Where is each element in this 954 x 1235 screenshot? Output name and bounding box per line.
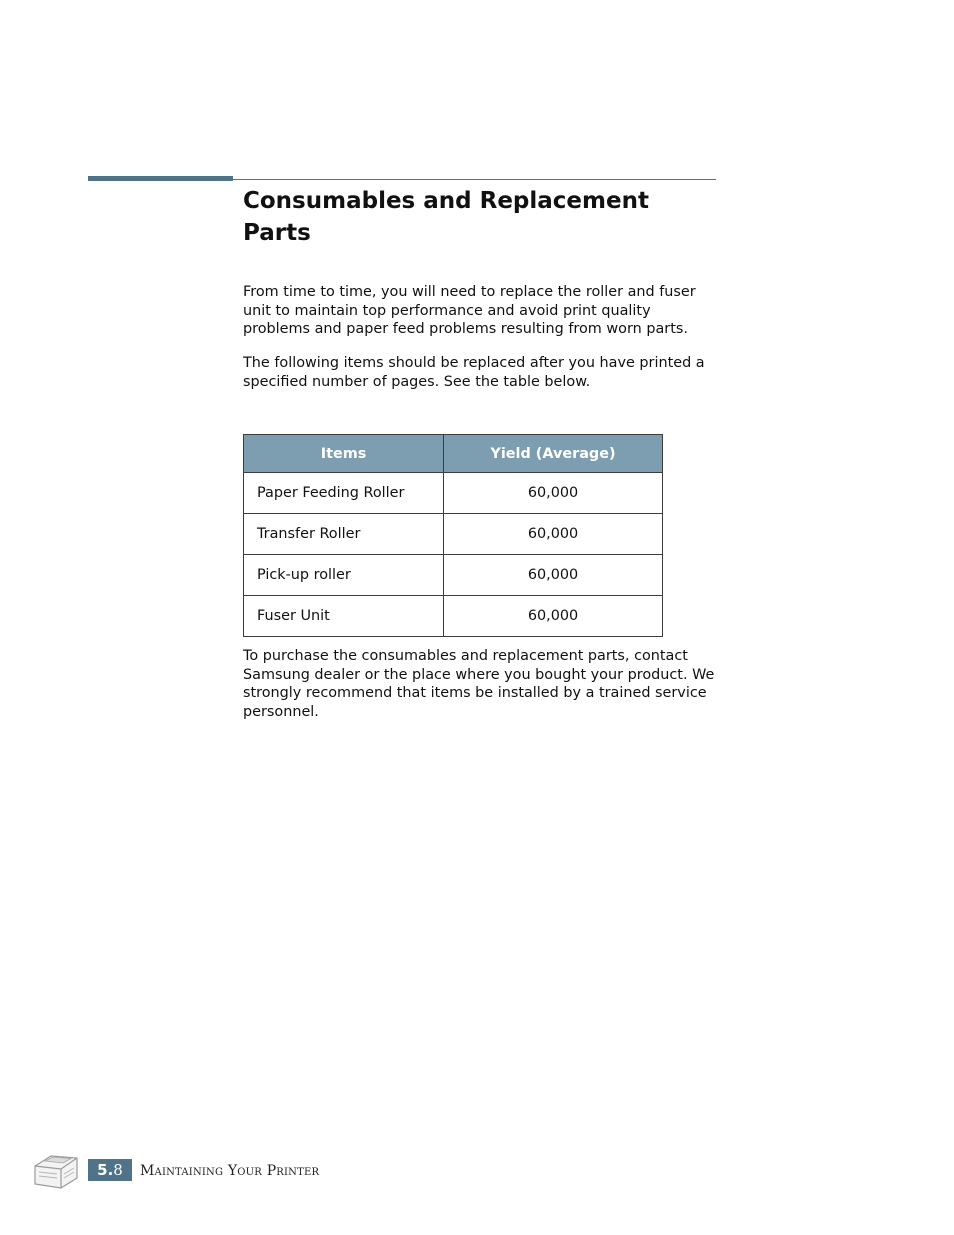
header-rule-thick (88, 176, 233, 181)
column-header-yield: Yield (Average) (444, 435, 663, 473)
table-row (244, 596, 663, 637)
item-cell: Transfer Roller (244, 514, 444, 555)
replacement-parts-table (243, 434, 663, 637)
instruction-paragraph: The following items should be replaced after you have printed a specified number of pages. See the table below. (243, 355, 705, 390)
chapter-number: 5. (97, 1161, 114, 1179)
yield-cell: 60,000 (444, 555, 663, 596)
column-header-items: Items (244, 435, 444, 473)
intro-paragraph: From time to time, you will need to replace the roller and fuser unit to maintain top performance and avoid print quality problems and paper feed problems resulting from worn parts. (243, 284, 696, 338)
printer-icon (31, 1148, 81, 1192)
purchase-paragraph: To purchase the consumables and replacement parts, contact Samsung dealer or the place where you bought your product. We strongly recommend that items be installed by a trained service personnel. (243, 648, 715, 721)
table-header-row (244, 435, 663, 473)
table-row (244, 555, 663, 596)
table-row (244, 514, 663, 555)
page-title: Consumables and Replacement Parts (243, 188, 649, 246)
item-cell: Fuser Unit (244, 596, 444, 637)
item-cell: Paper Feeding Roller (244, 473, 444, 514)
page-number-badge (88, 1159, 132, 1181)
yield-cell: 60,000 (444, 596, 663, 637)
yield-cell: 60,000 (444, 514, 663, 555)
footer-section-title: Maintaining Your Printer (140, 1163, 320, 1179)
item-cell: Pick-up roller (244, 555, 444, 596)
yield-cell: 60,000 (444, 473, 663, 514)
header-rule-thin (233, 179, 716, 180)
page-number: 8 (113, 1161, 123, 1179)
table-row (244, 473, 663, 514)
